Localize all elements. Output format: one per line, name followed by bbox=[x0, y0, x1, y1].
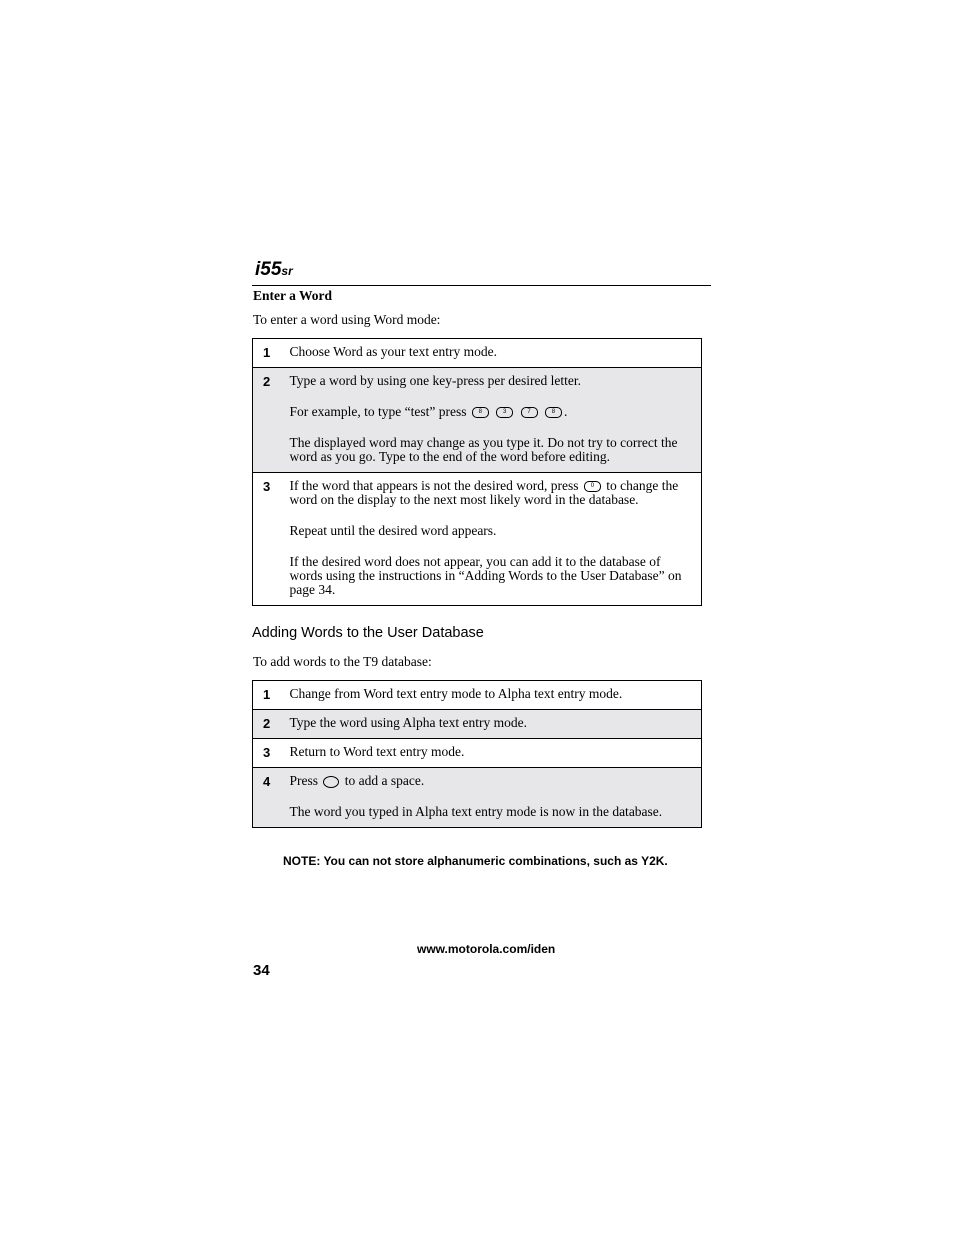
table-row bbox=[253, 739, 702, 768]
table-row bbox=[253, 339, 702, 368]
key-3-icon: 3 bbox=[496, 407, 513, 418]
step-text: If the desired word does not appear, you can add it to the database of words using the instructions in “Adding Words to the User Database” on page 34. bbox=[289, 554, 682, 597]
section-heading-enter-word: Enter a Word bbox=[253, 288, 333, 303]
note-text: NOTE: You can not store alphanumeric combinations, such as Y2K. bbox=[283, 854, 668, 868]
step-number: 1 bbox=[253, 681, 289, 710]
step-example: For example, to type “test” press 8 3 7 8 . bbox=[289, 404, 568, 419]
steps-table-enter-word bbox=[252, 338, 702, 606]
step-text: Repeat until the desired word appears. bbox=[289, 523, 497, 538]
product-logo: i55sr bbox=[255, 259, 293, 280]
table-row bbox=[253, 710, 702, 739]
table-row bbox=[253, 681, 702, 710]
footer-url: www.motorola.com/iden bbox=[417, 942, 556, 956]
step-text: The word you typed in Alpha text entry mode is now in the database. bbox=[289, 804, 663, 819]
step-text: The displayed word may change as you type it. Do not try to correct the word as you go. Type to the end of the word before editing. bbox=[289, 435, 678, 464]
step-number: 2 bbox=[253, 368, 289, 473]
table-row bbox=[253, 368, 702, 473]
table-row bbox=[253, 473, 702, 606]
step-number: 1 bbox=[253, 339, 289, 368]
key-7-icon: 7 bbox=[521, 407, 538, 418]
step-number: 4 bbox=[253, 768, 289, 828]
table-row bbox=[253, 768, 702, 828]
step-text: Type the word using Alpha text entry mode. bbox=[289, 715, 528, 730]
steps-table-adding-words bbox=[252, 680, 702, 828]
key-0-icon: 0 bbox=[584, 481, 601, 492]
header-rule bbox=[252, 285, 711, 286]
section-heading-adding-words: Adding Words to the User Database bbox=[252, 625, 484, 641]
key-8-icon: 8 bbox=[545, 407, 562, 418]
key-8-icon: 8 bbox=[472, 407, 489, 418]
step-number: 2 bbox=[253, 710, 289, 739]
step-text: Return to Word text entry mode. bbox=[289, 744, 465, 759]
step-number: 3 bbox=[253, 473, 289, 606]
page-number: 34 bbox=[253, 962, 270, 979]
section-intro: To enter a word using Word mode: bbox=[253, 312, 441, 327]
speaker-key-icon bbox=[323, 776, 339, 788]
step-text: If the word that appears is not the desired word, press 0 to change the word on the display to the next most likely word in the database. bbox=[289, 478, 679, 507]
step-text: Press to add a space. bbox=[289, 773, 425, 788]
step-text: Change from Word text entry mode to Alpha text entry mode. bbox=[289, 686, 623, 701]
step-number: 3 bbox=[253, 739, 289, 768]
step-text: Type a word by using one key-press per desired letter. bbox=[289, 373, 581, 388]
section-intro: To add words to the T9 database: bbox=[253, 654, 432, 669]
step-text: Choose Word as your text entry mode. bbox=[289, 344, 498, 359]
